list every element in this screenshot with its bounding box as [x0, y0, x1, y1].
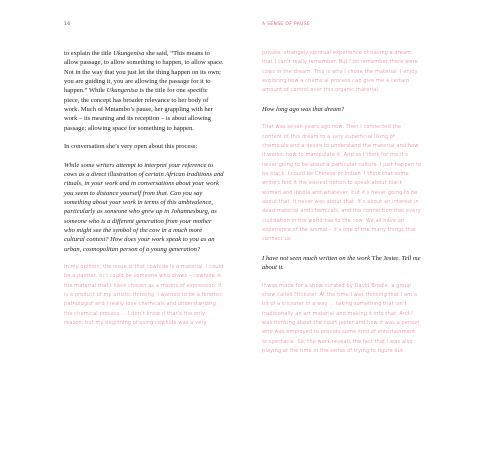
running-title: A SENSE OF PAUSE	[262, 22, 311, 27]
interview-answer: private, strangely spiritual experience of having a dream that I can’t really remember. But I do remember there were cows in the dream. This is why I chose the material. I enjoy exploring how a chemical process can give me a certain amount of control over this organic material.	[262, 50, 418, 94]
interview-question: While some writers attempt to interpret your reference to cows as a direct illustration of certain African traditions and rituals, in your work and in conversations about your work you seem to distance yourself from that. Can you say something about your work in terms of this ambivalence, particularly as someone who grew up in Johannesburg, as someone who is a different generation from your mother who might see the symbol of the cow in a much more cultural context? How does your work speak to you as an urban, cosmopolitan person of a young generation?	[64, 161, 224, 253]
text-run: is the title for one specific piece, the concept has broader relevance to her body of work. Much of Mntambo’s pause, her grappling with her work – its meaning and its reception – is about allowing passage; allowing space for something to happen.	[64, 87, 213, 132]
interview-question: How long ago was that dream?	[262, 105, 345, 113]
italic-title: Ukungenisa	[113, 50, 145, 57]
right-column	[262, 49, 422, 356]
text-run: to explain the title	[64, 50, 114, 57]
interview-answer: In my opinion, the issue is that cowhide is a material. I could be a painter, or I could be someone who draws – cowhide is the material that I have chosen as a means of expression. It is a product of my artistic thinking. I wanted to be a forensic pathologist and I really love chemicals and understanding the chemical process ... I don’t know if that’s the only reason, but my beginning of using cowhide was a very	[64, 264, 224, 327]
body-paragraph	[64, 49, 224, 133]
interview-answer: It was made for a show curated by David Brodie, a group show called Trickster. At the time I was thinking that I am a bit of a trickster in a way ... taking something that isn’t traditionally an art material and making it into that. And I was thinking about the court jester and how it was a person who was employed to provide some kind of entertainment or spectacle. So, the work reveals the fact that I was also playing at the time in the sense of trying to figure out	[262, 282, 420, 354]
text-run: . Tell me about it.	[262, 254, 421, 272]
interview-question	[262, 254, 422, 273]
body-paragraph: In conversation she’s very open about this process:	[64, 143, 198, 151]
work-title: The Jester	[371, 254, 399, 262]
interview-answer: That was seven years ago now. Then I connected the content of this dream to a very superficial liking of chemicals and a desire to understand the material and how it works, how to manipulate it. And so I think for me it’s never going to be about a particular culture. I just happen to be black; I could be Chinese or Indian. I think that some writers find it the easiest option to speak about black women and ibbola and whatever, but it’s never going to be about that. It never was about that. It’s about an interest in dead material and chemicals, and the connection that every civilisation in the world has to the cow. We all have an experience of the animal – it’s one of the many things that connect us.	[262, 124, 422, 243]
text-run: I have not seen much written on the work	[262, 254, 372, 262]
italic-title: Ukungenisa	[106, 87, 138, 95]
page-number: 16	[64, 22, 71, 27]
left-column	[64, 49, 224, 328]
text-run: she said, “This means to allow passage, to allow something to happen, to allow space. Not in the way that you just let the thing happen on its own; you are guiding it, you are allowing the passage for it to happen.” While	[64, 50, 224, 95]
